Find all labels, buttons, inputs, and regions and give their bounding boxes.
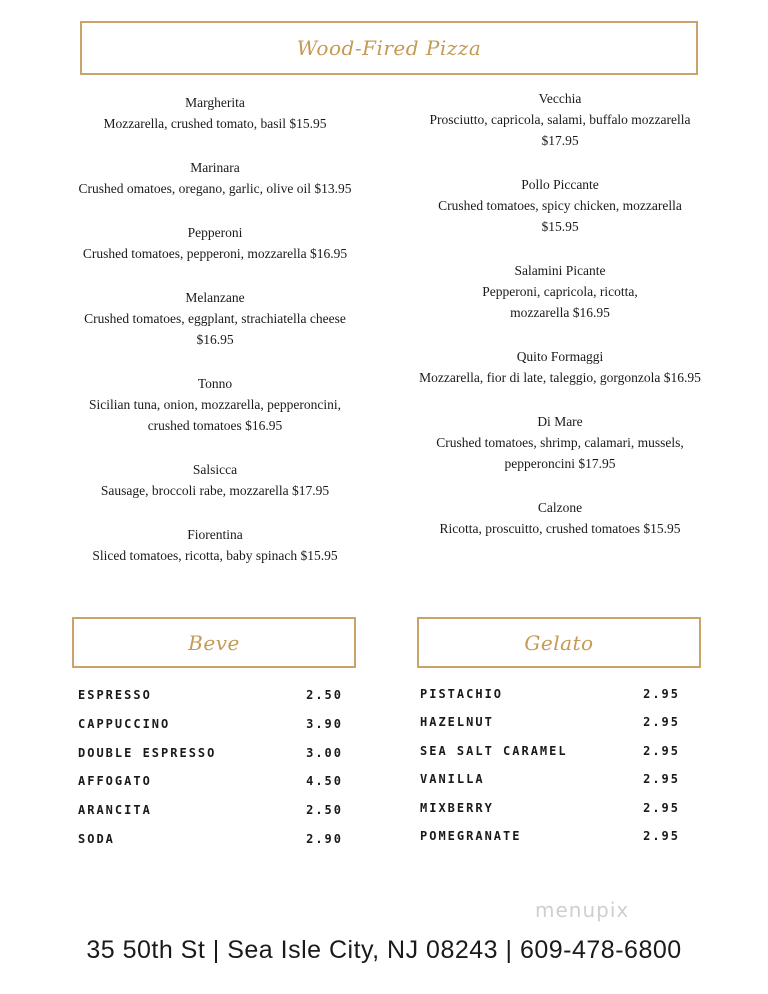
beve-item-price: 3.90: [306, 716, 343, 731]
pizza-item: [50, 222, 380, 264]
pizza-item: [395, 411, 725, 474]
pizza-item: [50, 373, 380, 436]
pizza-item-name: Salamini Picante: [514, 263, 606, 278]
gelato-item: [420, 737, 680, 765]
gelato-item: [420, 794, 680, 822]
pizza-item-description: Mozzarella, fior di late, taleggio, gorgonzola $16.95: [419, 370, 701, 385]
beve-item: [78, 825, 343, 854]
beve-section-header: [72, 617, 356, 668]
pizza-section-title: Wood-Fired Pizza: [296, 36, 482, 60]
beve-item-name: DOUBLE ESPRESSO: [78, 745, 217, 760]
pizza-item-description: Sicilian tuna, onion, mozzarella, pepperoncini,: [89, 397, 341, 412]
pizza-item-description: Sausage, broccoli rabe, mozzarella $17.95: [100, 483, 330, 498]
pizza-item-name: Di Mare: [537, 414, 583, 429]
pizza-item-name: Quito Formaggi: [516, 349, 604, 364]
pizza-item-name: Melanzane: [185, 290, 245, 305]
beve-item-price: 2.50: [306, 803, 343, 818]
beve-item: [78, 710, 343, 739]
pizza-item-description: Crushed tomatoes, pepperoni, mozzarella $16.95: [82, 246, 348, 261]
pizza-column-left: [50, 92, 380, 589]
gelato-list: [420, 680, 680, 850]
pizza-item-description: $16.95: [196, 332, 234, 347]
beve-item: [78, 767, 343, 796]
pizza-item: [395, 497, 725, 539]
pizza-item: [50, 92, 380, 134]
gelato-item-name: POMEGRANATE: [420, 828, 522, 843]
gelato-item: [420, 765, 680, 793]
pizza-item: [395, 346, 725, 388]
beve-item-name: CAPPUCCINO: [78, 716, 171, 731]
gelato-item: [420, 708, 680, 736]
pizza-item-description: crushed tomatoes $16.95: [147, 418, 283, 433]
gelato-item-price: 2.95: [643, 772, 680, 787]
pizza-item-description: Sliced tomatoes, ricotta, baby spinach $15.95: [92, 548, 338, 563]
gelato-section-header: [417, 617, 701, 668]
gelato-item-price: 2.95: [643, 743, 680, 758]
beve-item-price: 3.00: [306, 745, 343, 760]
gelato-item-price: 2.95: [643, 715, 680, 730]
gelato-item-price: 2.95: [643, 828, 680, 843]
pizza-item: [50, 524, 380, 566]
pizza-item-description: Mozzarella, crushed tomato, basil $15.95: [103, 116, 327, 131]
gelato-item-name: HAZELNUT: [420, 715, 494, 730]
pizza-item: [50, 157, 380, 199]
beve-item-name: ESPRESSO: [78, 688, 152, 702]
pizza-item-name: Fiorentina: [187, 527, 243, 542]
beve-item-name: AFFOGATO: [78, 774, 152, 789]
pizza-item-name: Margherita: [185, 95, 245, 110]
pizza-item-name: Calzone: [537, 500, 583, 515]
beve-item: [78, 681, 343, 710]
gelato-item-name: PISTACHIO: [420, 687, 504, 701]
gelato-item-price: 2.95: [643, 687, 680, 701]
beve-item: [78, 796, 343, 825]
pizza-item-description: $17.95: [541, 133, 579, 148]
pizza-item-description: Crushed omatoes, oregano, garlic, olive oil $13.95: [78, 181, 352, 196]
gelato-item-name: VANILLA: [420, 772, 485, 787]
beve-item-price: 2.90: [306, 831, 343, 846]
pizza-item: [50, 287, 380, 350]
pizza-item-description: Prosciutto, capricola, salami, buffalo mozzarella: [429, 112, 691, 127]
pizza-item: [395, 88, 725, 151]
pizza-item-description: mozzarella $16.95: [510, 305, 610, 320]
beve-list: [78, 681, 343, 854]
pizza-item-description: Crushed tomatoes, eggplant, strachiatella cheese: [84, 311, 346, 326]
pizza-item: [50, 459, 380, 501]
gelato-item-name: SEA SALT CARAMEL: [420, 743, 568, 758]
footer-address: 35 50th St | Sea Isle City, NJ 08243 | 609-478-6800: [86, 936, 682, 964]
watermark: menupix: [535, 898, 630, 922]
pizza-item-description: pepperoncini $17.95: [504, 456, 616, 471]
pizza-item-description: Crushed tomatoes, shrimp, calamari, mussels,: [436, 435, 684, 450]
pizza-item-name: Pepperoni: [187, 225, 243, 240]
pizza-item: [395, 260, 725, 323]
pizza-item-name: Vecchia: [538, 91, 582, 106]
pizza-item-description: Pepperoni, capricola, ricotta,: [482, 284, 638, 299]
pizza-item-description: Crushed tomatoes, spicy chicken, mozzarella: [438, 198, 682, 213]
pizza-item-description: $15.95: [541, 219, 579, 234]
pizza-item-description: Ricotta, proscuitto, crushed tomatoes $15.95: [439, 521, 681, 536]
gelato-item: [420, 822, 680, 850]
beve-item-name: SODA: [78, 831, 115, 846]
gelato-item-price: 2.95: [643, 800, 680, 815]
pizza-item-name: Salsicca: [192, 462, 238, 477]
gelato-item: [420, 680, 680, 708]
beve-item-price: 4.50: [306, 774, 343, 789]
pizza-column-right: [395, 88, 725, 562]
beve-section-title: Beve: [188, 630, 240, 655]
gelato-item-name: MIXBERRY: [420, 800, 494, 815]
pizza-item: [395, 174, 725, 237]
pizza-item-name: Pollo Piccante: [521, 177, 599, 192]
pizza-section-header: [80, 21, 698, 75]
beve-item-name: ARANCITA: [78, 803, 152, 818]
beve-item-price: 2.50: [306, 688, 343, 702]
gelato-section-title: Gelato: [524, 630, 594, 655]
beve-item: [78, 739, 343, 768]
pizza-item-name: Marinara: [190, 160, 240, 175]
pizza-item-name: Tonno: [197, 376, 233, 391]
